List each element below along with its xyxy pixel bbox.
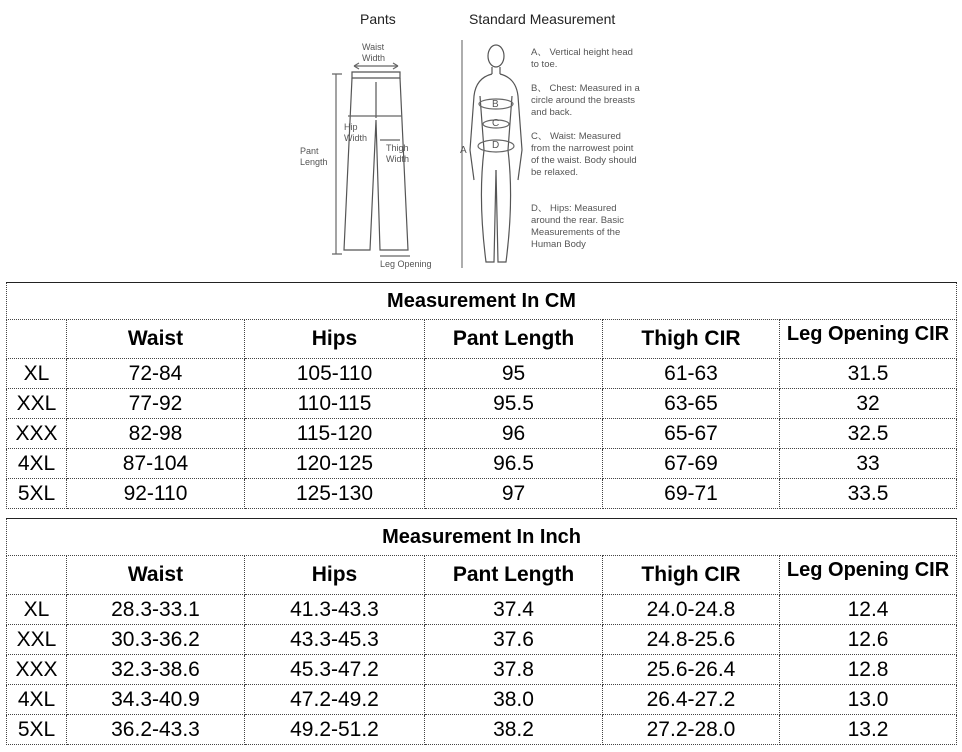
mark-a: A [460, 145, 467, 156]
table-row [7, 595, 957, 625]
header-cell: Thigh CIR [603, 556, 780, 595]
table-cell: 77-92 [67, 389, 245, 419]
size-cell: XXL [7, 389, 67, 419]
header-cell: Pant Length [425, 556, 603, 595]
table-cell: 13.2 [780, 715, 957, 745]
table-row [7, 625, 957, 655]
table-cell: 115-120 [245, 419, 425, 449]
table-cell: 24.8-25.6 [603, 625, 780, 655]
table-cell: 87-104 [67, 449, 245, 479]
table-cell: 97 [425, 479, 603, 509]
table-cell: 33.5 [780, 479, 957, 509]
table-cell: 49.2-51.2 [245, 715, 425, 745]
inch-size-table [6, 518, 957, 745]
cm-table-title: Measurement In CM [7, 283, 957, 320]
inch-header-row [7, 556, 957, 595]
table-cell: 12.4 [780, 595, 957, 625]
size-cell: 5XL [7, 715, 67, 745]
size-cell: XXL [7, 625, 67, 655]
table-cell: 28.3-33.1 [67, 595, 245, 625]
body-figure [462, 40, 522, 268]
table-cell: 37.4 [425, 595, 603, 625]
size-cell: 5XL [7, 479, 67, 509]
table-row [7, 715, 957, 745]
header-cell: Waist [67, 556, 245, 595]
table-cell: 63-65 [603, 389, 780, 419]
cm-header-row [7, 320, 957, 359]
size-cell: XL [7, 595, 67, 625]
header-cell: Leg Opening CIR [780, 320, 957, 359]
table-cell: 27.2-28.0 [603, 715, 780, 745]
table-cell: 95.5 [425, 389, 603, 419]
table-cell: 95 [425, 359, 603, 389]
header-cell: Pant Length [425, 320, 603, 359]
table-cell: 33 [780, 449, 957, 479]
table-cell: 26.4-27.2 [603, 685, 780, 715]
size-cell: XXX [7, 419, 67, 449]
table-cell: 96 [425, 419, 603, 449]
size-cell: XXX [7, 655, 67, 685]
table-cell: 38.2 [425, 715, 603, 745]
table-cell: 43.3-45.3 [245, 625, 425, 655]
inch-table-title: Measurement In Inch [7, 519, 957, 556]
leg-opening-label: Leg Opening [380, 259, 432, 269]
table-row [7, 359, 957, 389]
size-cell: XL [7, 359, 67, 389]
table-cell: 105-110 [245, 359, 425, 389]
header-cell: Hips [245, 320, 425, 359]
table-cell: 61-63 [603, 359, 780, 389]
table-cell: 65-67 [603, 419, 780, 449]
table-cell: 38.0 [425, 685, 603, 715]
table-cell: 37.6 [425, 625, 603, 655]
table-cell: 110-115 [245, 389, 425, 419]
standard-measurement-title: Standard Measurement [469, 11, 616, 27]
header-cell: Waist [67, 320, 245, 359]
table-cell: 125-130 [245, 479, 425, 509]
table-cell: 32 [780, 389, 957, 419]
table-cell: 37.8 [425, 655, 603, 685]
measurement-illustration [0, 0, 962, 280]
table-cell: 45.3-47.2 [245, 655, 425, 685]
hip-width-label: Hip Width [344, 122, 368, 143]
table-cell: 24.0-24.8 [603, 595, 780, 625]
size-cell: 4XL [7, 685, 67, 715]
note-a: A、 Vertical height head to toe. [531, 47, 633, 70]
header-cell: Thigh CIR [603, 320, 780, 359]
illustration-drawing [0, 0, 962, 280]
header-cell [7, 320, 67, 359]
table-cell: 69-71 [603, 479, 780, 509]
table-cell: 120-125 [245, 449, 425, 479]
table-cell: 34.3-40.9 [67, 685, 245, 715]
table-cell: 41.3-43.3 [245, 595, 425, 625]
table-cell: 96.5 [425, 449, 603, 479]
table-cell: 72-84 [67, 359, 245, 389]
note-c: C、 Waist: Measured from the narrowest point of the waist. Body should be relaxed. [531, 131, 637, 178]
header-cell [7, 556, 67, 595]
table-row [7, 655, 957, 685]
mark-b: B [492, 99, 499, 110]
thigh-width-label: Thigh Width [386, 143, 410, 164]
table-cell: 25.6-26.4 [603, 655, 780, 685]
mark-c: C [492, 118, 500, 129]
table-cell: 32.3-38.6 [67, 655, 245, 685]
table-cell: 92-110 [67, 479, 245, 509]
header-cell: Hips [245, 556, 425, 595]
size-cell: 4XL [7, 449, 67, 479]
table-row [7, 389, 957, 419]
table-cell: 32.5 [780, 419, 957, 449]
table-row [7, 479, 957, 509]
table-cell: 47.2-49.2 [245, 685, 425, 715]
header-cell: Leg Opening CIR [780, 556, 957, 595]
table-cell: 13.0 [780, 685, 957, 715]
table-cell: 12.6 [780, 625, 957, 655]
note-b: B、 Chest: Measured in a circle around the breasts and back. [531, 83, 640, 118]
table-cell: 30.3-36.2 [67, 625, 245, 655]
table-cell: 82-98 [67, 419, 245, 449]
note-d: D、 Hips: Measured around the rear. Basic Measurements of the Human Body [531, 203, 624, 250]
table-row [7, 449, 957, 479]
table-cell: 36.2-43.3 [67, 715, 245, 745]
pant-length-label: Pant Length [300, 146, 328, 167]
table-cell: 31.5 [780, 359, 957, 389]
table-row [7, 419, 957, 449]
waist-width-label: Waist Width [362, 42, 386, 63]
table-row [7, 685, 957, 715]
table-cell: 12.8 [780, 655, 957, 685]
pants-title: Pants [360, 11, 396, 27]
cm-size-table [6, 282, 957, 509]
table-cell: 67-69 [603, 449, 780, 479]
mark-d: D [492, 140, 500, 151]
